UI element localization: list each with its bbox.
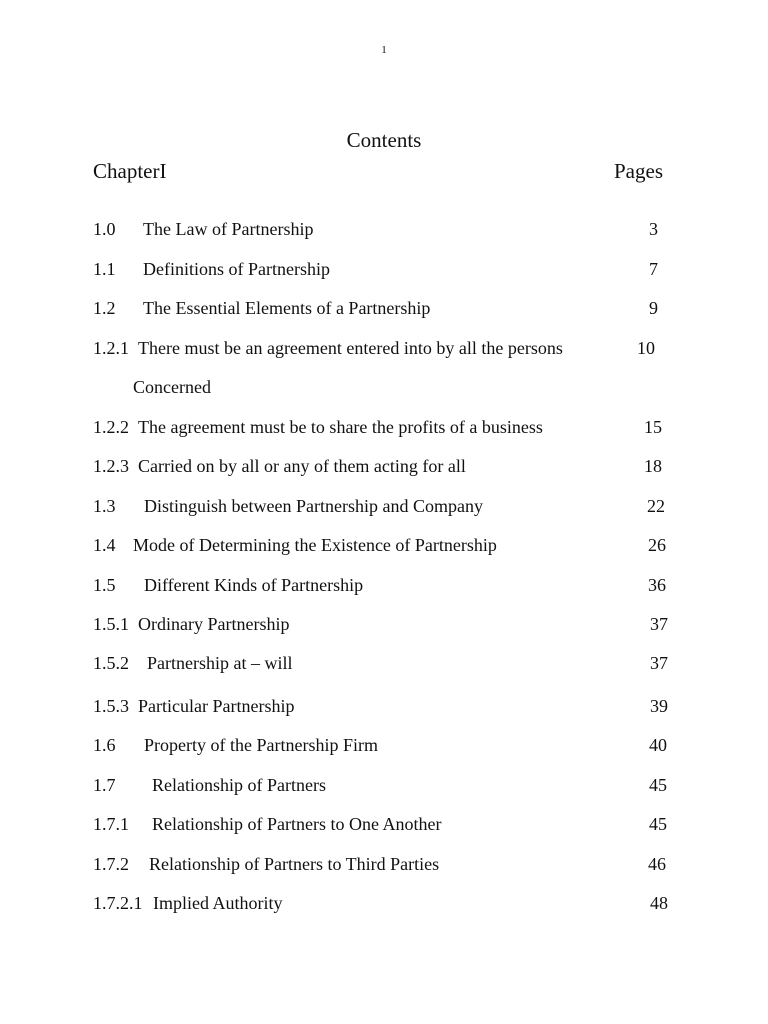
toc-entry-page: 7 (649, 259, 658, 279)
toc-entry-title: Definitions of Partnership (143, 259, 330, 279)
toc-entry-title: Partnership at – will (147, 653, 293, 673)
toc-entry-number: 1.7 (93, 775, 116, 795)
toc-entry-page: 46 (648, 854, 666, 874)
toc-entry-title: There must be an agreement entered into by all the persons (138, 338, 563, 358)
toc-entry-title: Mode of Determining the Existence of Partnership (133, 535, 497, 555)
toc-entry-title: Relationship of Partners to One Another (152, 814, 442, 834)
toc-entry (0, 694, 768, 718)
toc-entry-page: 40 (649, 735, 667, 755)
toc-entry-number: 1.5.1 (93, 614, 129, 634)
toc-entry (0, 891, 768, 915)
toc-entry-title: Implied Authority (153, 893, 283, 913)
pages-heading: Pages (614, 159, 663, 183)
toc-entry-number: 1.5.2 (93, 653, 129, 673)
toc-entry (0, 852, 768, 876)
toc-entry-number: 1.4 (93, 535, 116, 555)
toc-entry-number: 1.2.3 (93, 456, 129, 476)
toc-entry-continuation: Concerned (133, 377, 211, 397)
toc-entry-title: Relationship of Partners to Third Parties (149, 854, 440, 874)
toc-entry-page: 3 (649, 219, 658, 239)
toc-entry (0, 651, 768, 675)
toc-entry-number: 1.5 (93, 575, 116, 595)
toc-entry (0, 494, 768, 518)
toc-entry-page: 45 (649, 814, 667, 834)
toc-entry (0, 454, 768, 478)
toc-entry (0, 533, 768, 557)
toc-entry-number: 1.1 (93, 259, 116, 279)
page-number: 1 (381, 44, 387, 56)
toc-entry-page: 45 (649, 775, 667, 795)
toc-entry-number: 1.7.2 (93, 854, 129, 874)
contents-title: Contents (346, 128, 422, 152)
toc-entry-page: 9 (649, 298, 658, 318)
toc-entry-page: 10 (637, 338, 655, 358)
toc-entry-title: Particular Partnership (138, 696, 295, 716)
toc-entry-page: 26 (648, 535, 666, 555)
chapter-heading: ChapterI (93, 159, 167, 183)
toc-entry-title: The Essential Elements of a Partnership (143, 298, 431, 318)
toc-entry-number: 1.7.1 (93, 814, 129, 834)
toc-entry-title: Ordinary Partnership (138, 614, 290, 634)
toc-entry-page: 37 (650, 614, 668, 634)
toc-entry-title: The Law of Partnership (143, 219, 314, 239)
toc-entry-page: 39 (650, 696, 668, 716)
toc-entry (0, 217, 768, 241)
toc-entry-page: 37 (650, 653, 668, 673)
toc-entry-number: 1.2.2 (93, 417, 129, 437)
toc-entry-title: Different Kinds of Partnership (144, 575, 364, 595)
toc-entry-title: Distinguish between Partnership and Company (144, 496, 483, 516)
toc-entry (0, 415, 768, 439)
toc-entry (0, 296, 768, 320)
toc-entry-title: Carried on by all or any of them acting for all (138, 456, 466, 476)
toc-entry (0, 773, 768, 797)
toc-entry (0, 733, 768, 757)
toc-entry-number: 1.2.1 (93, 338, 129, 358)
toc-entry-number: 1.6 (93, 735, 116, 755)
toc-entry-page: 36 (648, 575, 666, 595)
toc-entry-title: The agreement must be to share the profits of a business (138, 417, 543, 437)
toc-entry-number: 1.7.2.1 (93, 893, 143, 913)
toc-entry (0, 257, 768, 281)
toc-entry (0, 612, 768, 636)
toc-entry (0, 573, 768, 597)
toc-entry-page: 18 (644, 456, 662, 476)
toc-entry-number: 1.3 (93, 496, 116, 516)
toc-entry-number: 1.2 (93, 298, 116, 318)
toc-entry-title: Relationship of Partners (152, 775, 326, 795)
toc-entry-page: 15 (644, 417, 662, 437)
toc-entry-page: 48 (650, 893, 668, 913)
toc-entry (0, 812, 768, 836)
toc-entry-page: 22 (647, 496, 665, 516)
toc-entry-number: 1.0 (93, 219, 116, 239)
toc-entry (0, 336, 768, 360)
toc-entry-title: Property of the Partnership Firm (144, 735, 378, 755)
toc-entry-number: 1.5.3 (93, 696, 129, 716)
